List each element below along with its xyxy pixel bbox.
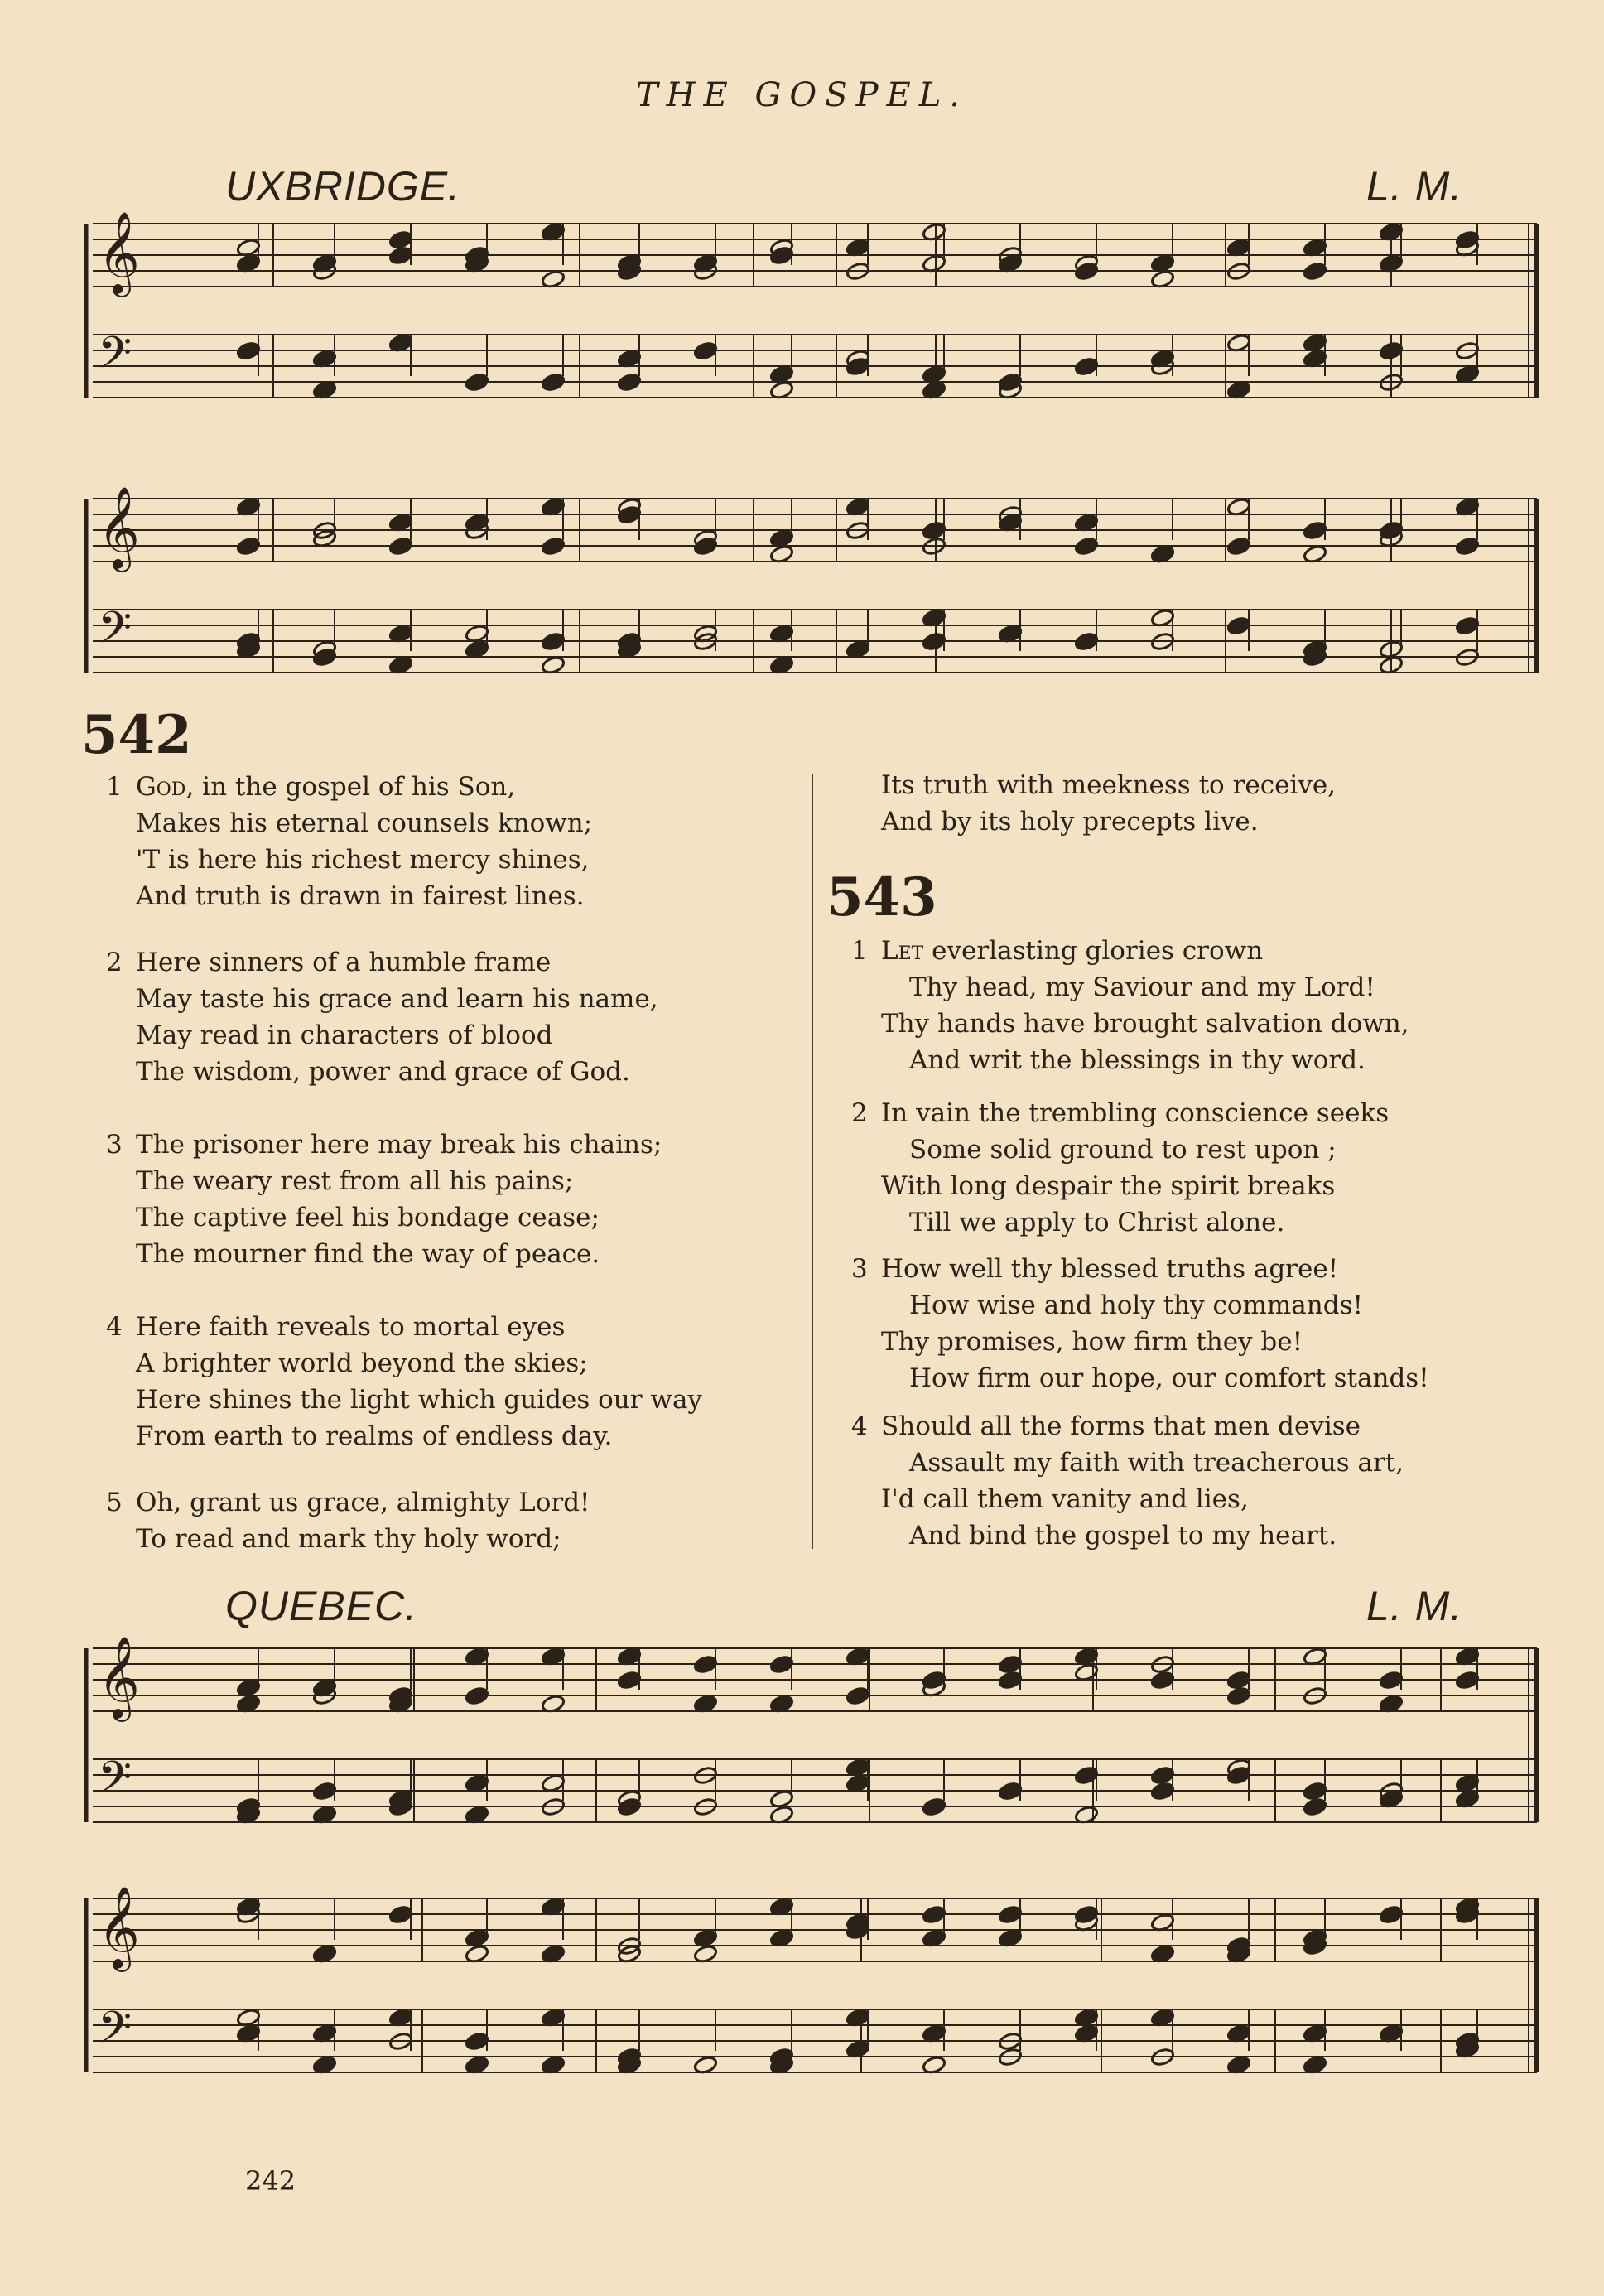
note-head [1303,521,1327,541]
note-head [693,1655,718,1675]
note-head [1455,230,1480,250]
note-head [388,246,413,266]
treble-clef-icon: 𝄞 [98,1636,140,1719]
verse-first-word: God [136,772,186,802]
note-head [465,1686,489,1706]
hymn-number-542: 542 [81,704,192,766]
verse-line: The prisoner here may break his chains; [136,1130,662,1160]
verse-line: Its truth with meekness to receive, [881,770,1337,800]
verse-line: To read and mark thy holy word; [136,1524,561,1554]
verse-line: May taste his grace and learn his name, [136,984,658,1014]
treble-clef-icon: 𝄞 [98,211,140,294]
verse-line: The wisdom, power and grace of God. [136,1057,630,1087]
verse-543-4 [851,1408,1404,1554]
treble-clef-icon: 𝄞 [98,486,140,569]
note-head [617,1671,642,1691]
note-head [1226,1766,1251,1786]
note-head [1226,1671,1251,1691]
note-head [617,373,642,393]
verse-number: 5 [106,1488,123,1517]
bass-clef-icon: 𝄢 [98,2003,132,2064]
note-head [1074,357,1099,377]
verse-543-2 [851,1095,1389,1241]
note-head [1379,1671,1404,1691]
verse-line: And by its holy precepts live. [881,807,1259,837]
verse-line: From earth to realms of endless day. [136,1421,613,1451]
note-head [541,373,566,393]
note-head [922,1905,947,1925]
verse-line: Thy head, my Saviour and my Lord! [909,972,1375,1002]
verse-542-5-continued [881,767,1336,840]
note-head [693,341,718,361]
column-divider [812,774,813,1549]
tune-meter-uxbridge: L. M. [1366,163,1463,210]
verse-line: The weary rest from all his pains; [136,1166,574,1196]
note-head [769,1655,794,1675]
tune-meter-quebec: L. M. [1366,1583,1463,1629]
verse-line: Here faith reveals to mortal eyes [136,1312,566,1342]
verse-line: Thy promises, how firm they be! [881,1327,1303,1357]
note-head [922,632,947,652]
verse-line: How firm our hope, our comfort stands! [909,1363,1429,1393]
bass-clef-icon: 𝄢 [98,1753,132,1814]
note-head [998,1671,1023,1691]
note-head [1150,1782,1175,1802]
verse-number: 1 [106,772,123,802]
verse-542-1 [106,769,592,914]
note-head [998,373,1023,393]
verse-line: And truth is drawn in fairest lines. [136,881,585,911]
verse-number: 1 [851,936,868,966]
verse-line: Till we apply to Christ alone. [909,1208,1285,1237]
verse-line: 'T is here his richest mercy shines, [136,845,590,875]
note-head [1074,537,1099,557]
note-head [1226,537,1251,557]
verse-first-word: Let [881,936,924,966]
verse-line: Oh, grant us grace, almighty Lord! [136,1488,590,1517]
verse-line: everlasting glories crown [923,936,1264,966]
verse-542-5 [106,1484,590,1557]
verse-line: I'd call them vanity and lies, [881,1484,1249,1514]
note-head [1074,1766,1099,1786]
note-head [617,505,642,525]
page-title: THE GOSPEL. [635,76,968,114]
verse-line: Assault my faith with treacherous art, [909,1448,1404,1478]
note-head [998,1655,1023,1675]
note-head [1379,341,1404,361]
verse-line: Here shines the light which guides our way [136,1385,702,1415]
note-head [1226,1686,1251,1706]
verse-line: , in the gospel of his Son, [185,772,516,802]
note-head [1150,1766,1175,1786]
note-head [312,1782,337,1802]
note-head [388,230,413,250]
verse-543-1 [851,933,1409,1078]
note-head [845,357,870,377]
verse-542-2 [106,944,658,1090]
hymn-number-543: 543 [826,866,937,929]
verse-542-4 [106,1309,702,1454]
verse-line: Here sinners of a humble frame [136,948,552,977]
note-head [922,1797,947,1817]
note-head [1303,262,1327,282]
verse-line: Should all the forms that men devise [881,1411,1361,1441]
note-head [845,1686,870,1706]
note-head [236,537,261,557]
verse-number: 3 [106,1130,123,1160]
verse-line: In vain the trembling conscience seeks [881,1098,1390,1128]
bass-clef-icon: 𝄢 [98,603,132,664]
verse-543-3 [851,1251,1429,1396]
note-head [1303,1782,1327,1802]
note-head [541,632,566,652]
note-head [1074,632,1099,652]
verse-line: How wise and holy thy commands! [909,1290,1363,1320]
treble-clef-icon: 𝄞 [98,1886,140,1969]
page-number: 242 [245,2165,296,2197]
note-head [1150,1671,1175,1691]
verse-line: Thy hands have brought salvation down, [881,1009,1409,1039]
verse-line: And writ the blessings in thy word. [909,1045,1366,1075]
verse-number: 2 [106,948,123,977]
note-head [388,537,413,557]
verse-line: The captive feel his bondage cease; [136,1203,600,1232]
note-head [1455,537,1480,557]
note-head [998,1905,1023,1925]
verse-number: 4 [106,1312,123,1342]
verse-line: Makes his eternal counsels known; [136,808,593,838]
verse-542-3 [106,1126,662,1272]
note-head [922,521,947,541]
note-head [1303,1797,1327,1817]
verse-number: 2 [851,1098,868,1128]
verse-line: Some solid ground to rest upon ; [909,1135,1337,1165]
note-head [541,537,566,557]
verse-number: 3 [851,1254,868,1284]
verse-line: May read in characters of blood [136,1020,553,1050]
tune-name-quebec: QUEBEC. [225,1583,418,1629]
tune-name-uxbridge: UXBRIDGE. [225,163,461,210]
note-head [1074,262,1099,282]
verse-line: With long despair the spirit breaks [881,1171,1336,1201]
note-head [922,1671,947,1691]
verse-line: A brighter world beyond the skies; [136,1348,588,1378]
bass-clef-icon: 𝄢 [98,328,132,389]
verse-line: How well thy blessed truths agree! [881,1254,1339,1284]
note-head [998,1782,1023,1802]
note-head [465,2032,489,2052]
verse-line: And bind the gospel to my heart. [909,1521,1337,1551]
verse-line: The mourner find the way of peace. [136,1239,600,1269]
note-head [1455,616,1480,636]
verse-number: 4 [851,1411,868,1441]
note-head [1455,1671,1480,1691]
